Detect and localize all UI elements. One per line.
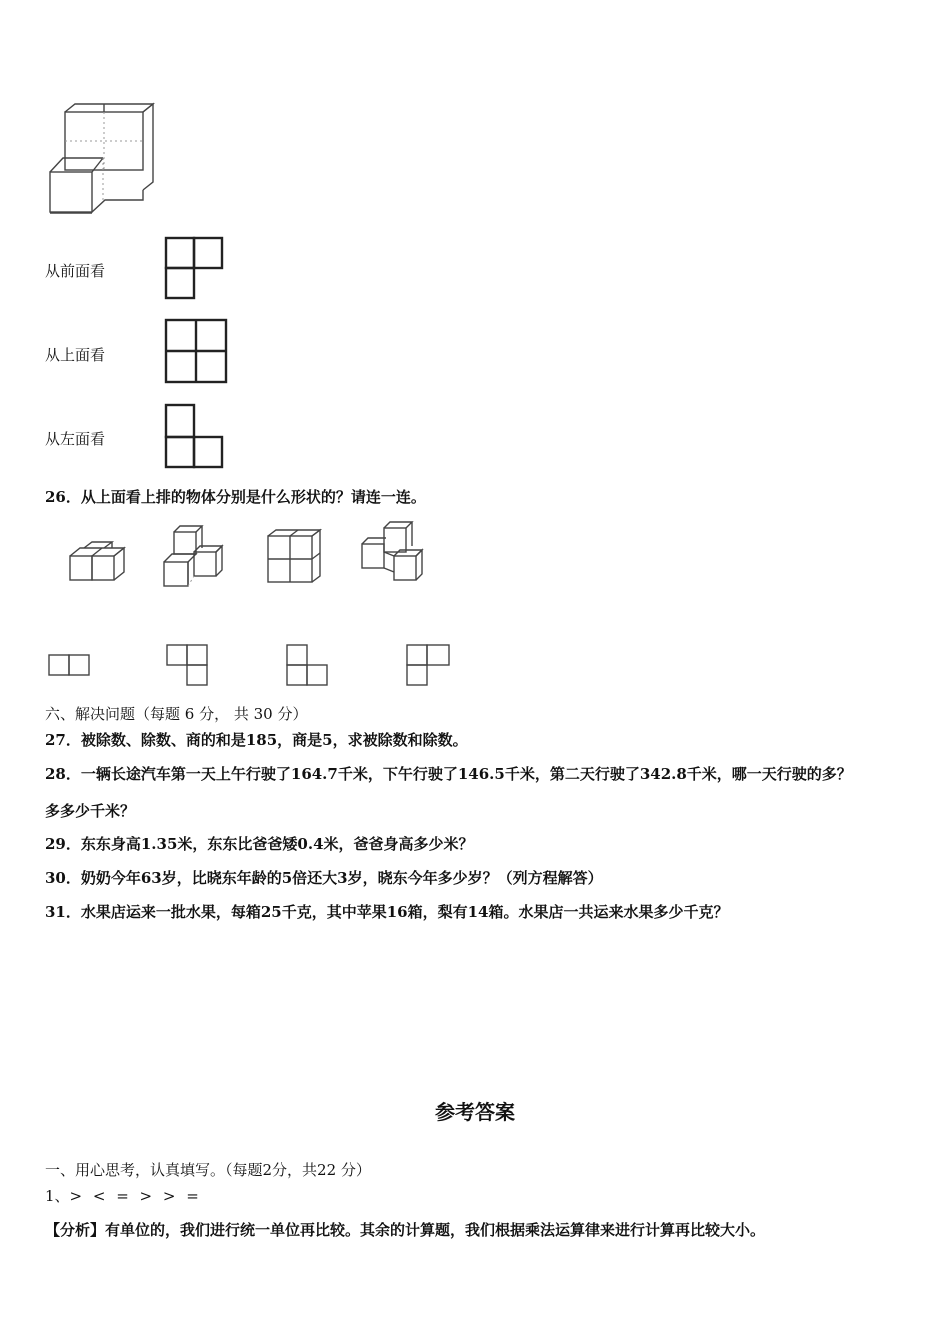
shape-4-figure (406, 644, 452, 688)
question-30: 30．奶奶今年63岁，比晓东年龄的5倍还大3岁，晓东今年多少岁？（列方程解答） (45, 869, 603, 887)
question-27: 27．被除数、除数、商的和是185，商是5，求被除数和除数。 (45, 731, 468, 749)
answer-title: 参考答案 (435, 1100, 515, 1124)
shape-1-figure (48, 654, 92, 678)
shape-3-figure (286, 644, 330, 688)
object-2-figure (162, 524, 228, 588)
object-4-figure (358, 520, 424, 584)
analysis-text: 【分析】有单位的，我们进行统一单位再比较。其余的计算题，我们根据乘法运算律来进行计算再比较大小。 (45, 1221, 766, 1239)
front-view-grid-icon (164, 236, 226, 300)
question-31: 31．水果店运来一批水果，每箱25千克，其中苹果16箱，梨有14箱。水果店一共运来水果多少千克？ (45, 903, 729, 921)
shape-2-figure (166, 644, 210, 688)
question-29: 29．东东身高1.35米，东东比爸爸矮0.4米，爸爸身高多少米？ (45, 835, 474, 853)
front-view-label: 从前面看 (45, 262, 106, 280)
question-28-line-2: 多多少千米？ (45, 802, 136, 820)
answer-section-1-heading: 一、用心思考，认真填写。（每题2分，共22 分） (45, 1161, 371, 1179)
question-26: 26．从上面看上排的物体分别是什么形状的？请连一连。 (45, 488, 426, 506)
object-3-figure (264, 528, 324, 586)
object-1-figure (66, 540, 126, 585)
section-6-heading: 六、解决问题（每题 6 分， 共 30 分） (45, 705, 308, 723)
answer-1: 1、> < = > > = (45, 1187, 199, 1205)
top-view-grid-icon (164, 318, 228, 384)
cube-stack-figure (45, 100, 160, 220)
left-view-label: 从左面看 (45, 430, 106, 448)
question-28-line-1: 28．一辆长途汽车第一天上午行驶了164.7千米，下午行驶了146.5千米，第二天行驶了342.8千米，哪一天行驶的多？ (45, 765, 852, 783)
top-view-label: 从上面看 (45, 346, 106, 364)
left-view-grid-icon (164, 403, 226, 469)
